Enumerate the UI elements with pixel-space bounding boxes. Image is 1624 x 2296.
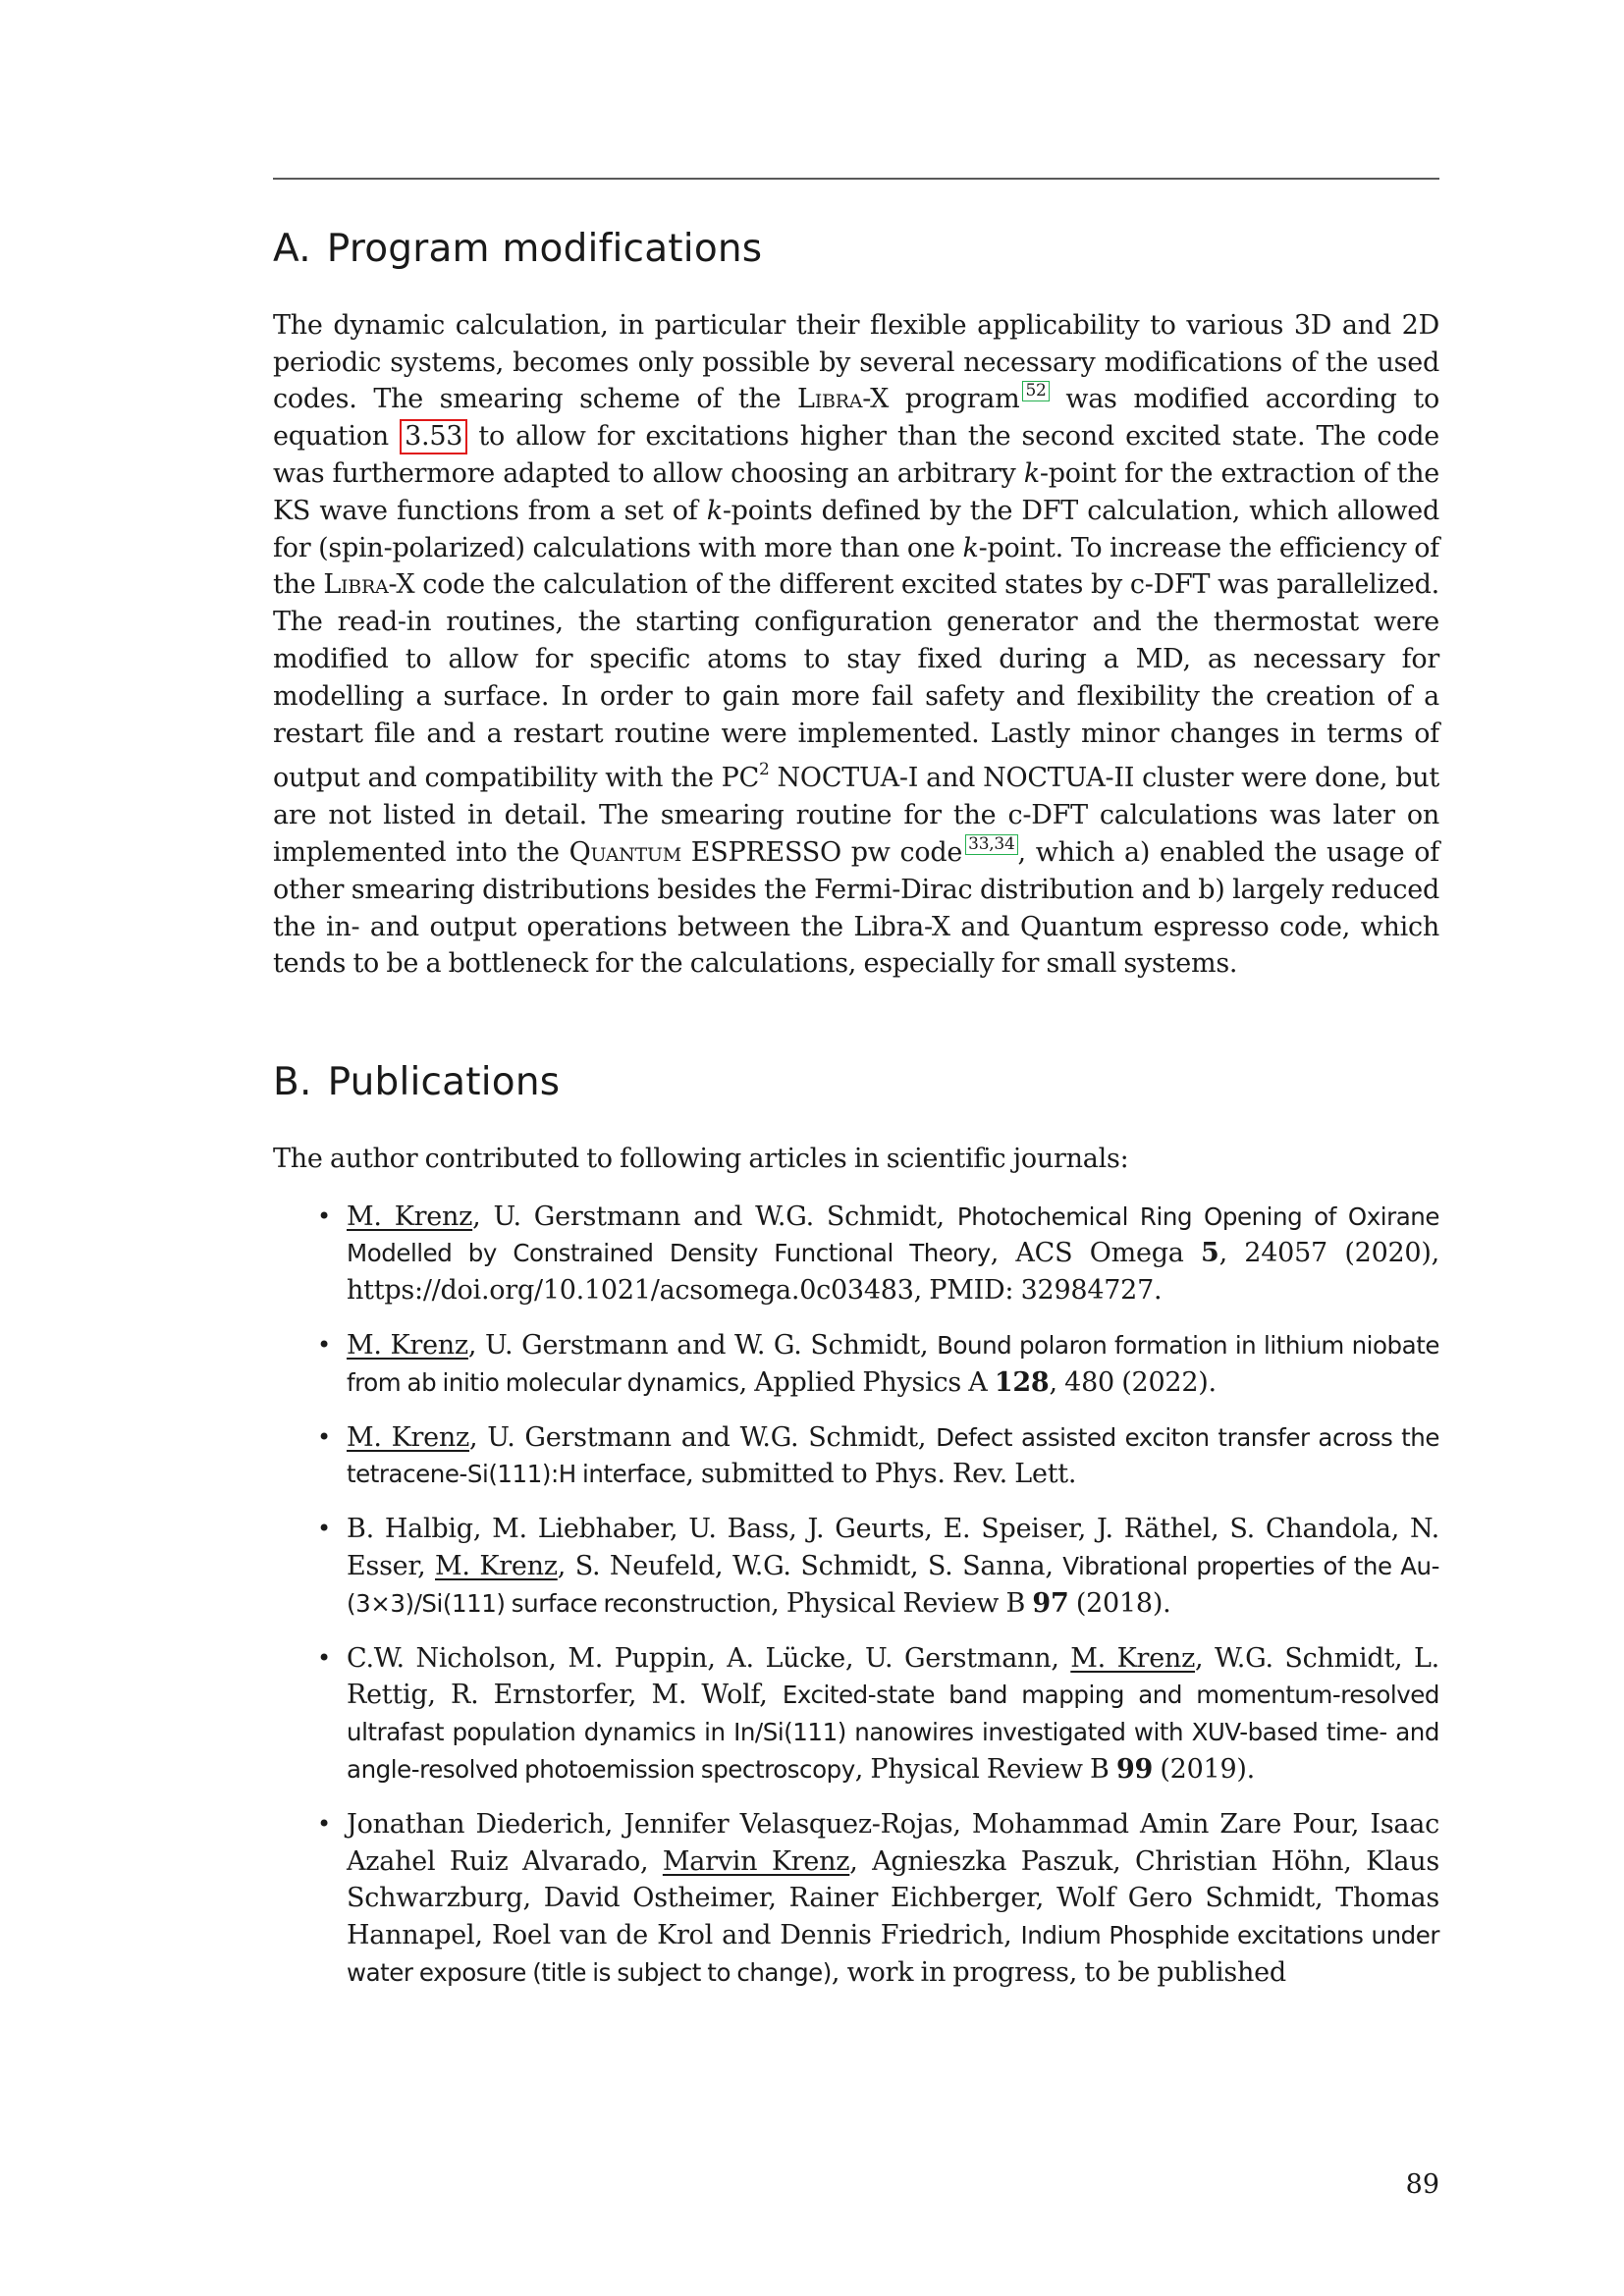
text-run: , Agnieszka Paszuk, Christian Höhn, Klaus Schwarzburg, David Ostheimer, Rainer Eichberger, Wolf Gero Schmidt, Thomas Hannapel, Roel van de Krol and Dennis Friedrich, (347, 1845, 1440, 1951)
text-run: , U. Gerstmann and W.G. Schmidt, (469, 1421, 937, 1453)
superscript: 2 (759, 760, 770, 780)
section-b-heading (273, 1059, 1439, 1107)
text-run: , W.G. Schmidt, L. Rettig, R. Ernstorfer, M. Wolf, (347, 1642, 1439, 1711)
text-run: , ACS Omega (990, 1238, 1202, 1269)
section-b-title: Publications (327, 1060, 561, 1105)
publication-item (347, 1419, 1439, 1494)
journal-volume: 97 (1032, 1587, 1069, 1619)
article-title: Photochemical Ring Opening of Oxirane Modelled by Constrained Density Functional Theory (347, 1201, 1440, 1268)
author-highlight: M. Krenz (1070, 1642, 1196, 1674)
publications-intro: The author contributed to following articles in scientific journals: (273, 1143, 1129, 1174)
text-run: B. Halbig, M. Liebhaber, U. Bass, J. Geurts, E. Speiser, J. Räthel, S. Chandola, N. Esser, (347, 1514, 1439, 1582)
header-rule (273, 178, 1439, 180)
article-title: Indium Phosphide excitations under water exposure (title is subject to change) (347, 1921, 1439, 1987)
math-symbol: k (1023, 457, 1040, 489)
text-run: , Applied Physics A (738, 1366, 995, 1398)
math-symbol: k (706, 495, 723, 526)
page-number: 89 (1405, 2169, 1439, 2200)
publication-item (347, 1511, 1439, 1622)
text-run: , U. Gerstmann and W. G. Schmidt, (467, 1330, 938, 1362)
text-run: , submitted to Phys. Rev. Lett. (685, 1459, 1077, 1490)
publication-item (347, 1640, 1439, 1789)
author-highlight: M. Krenz (347, 1330, 468, 1362)
section-a-title: Program modifications (326, 227, 763, 271)
text-run: NOCTUA-I and NOCTUA-II cluster were done, but are not listed in detail. The smearing routine for the c-DFT calculations was later on implemented into the (273, 763, 1440, 868)
text-run: , 480 (2022). (1049, 1366, 1217, 1398)
author-highlight: Marvin Krenz (662, 1845, 850, 1877)
text-run: C.W. Nicholson, M. Puppin, A. Lücke, U. Gerstmann, (347, 1642, 1071, 1674)
text-run: Jonathan Diederich, Jennifer Velasquez-Rojas, Mohammad Amin Zare Pour, Isaac Azahel Ruiz Alvarado, (347, 1808, 1439, 1877)
article-title: Excited-state band mapping and momentum-resolved ultrafast population dynamics in In/Si(111) nanowires investigated with XUV-based time- and angle-resolved photoemission spectroscopy (347, 1681, 1440, 1784)
text-run: , Physical Review B (854, 1754, 1116, 1785)
text-run: was modified according to equation (273, 384, 1439, 453)
text-run: The dynamic calculation, in particular their flexible applicability to various 3D and 2D periodic systems, becomes only possible by several necessary modifications of the used codes. The smearing scheme of the (273, 309, 1439, 415)
text-run: , S. Neufeld, W.G. Schmidt, S. Sanna, (557, 1551, 1063, 1582)
author-highlight: M. Krenz (347, 1201, 473, 1232)
section-a-paragraph (273, 307, 1439, 983)
journal-volume: 128 (994, 1366, 1050, 1398)
text-run: (2018). (1068, 1587, 1171, 1619)
text-run: -X code the calculation of the different excited states by c-DFT was parallelized. The read-in routines, the starting configuration generator and the thermostat were modified to allow for specific atoms to stay fixed during a MD, as necessary for modelling a surface. In order to gain more fail safety and flexibility the creation of a restart file and a restart routine were implemented. Lastly minor changes in terms of output and compatibility with the PC (273, 569, 1439, 794)
program-name: Libra (323, 569, 389, 601)
text-run: ESPRESSO pw code (680, 836, 963, 868)
math-symbol: k (962, 532, 979, 563)
text-run: , 24057 (2020), https://doi.org/10.1021/acsomega.0c03483, PMID: 32984727. (347, 1238, 1439, 1307)
text-run: -point. To increase the efficiency of the (273, 532, 1439, 601)
equation-link[interactable]: 3.53 (400, 419, 467, 454)
program-name: Libra (797, 384, 863, 415)
publication-item (347, 1199, 1439, 1309)
text-run: , U. Gerstmann and W.G. Schmidt, (472, 1201, 957, 1232)
text-run: , work in progress, to be published (831, 1956, 1286, 1988)
publication-list (273, 1199, 1439, 1992)
text-run: -point for the extraction of the KS wave functions from a set of (273, 457, 1440, 526)
author-highlight: M. Krenz (347, 1421, 470, 1453)
section-a-heading (273, 226, 1439, 274)
text-run: , which a) enabled the usage of other smearing distributions besides the Fermi-Dirac distribution and b) largely reduced the in- and output operations between the Libra-X and Quantum espresso code, which tends to be a bottleneck for the calculations, especially for small systems. (273, 836, 1439, 980)
citation-link[interactable]: 33,34 (965, 834, 1017, 855)
program-name: Quantum (568, 836, 681, 868)
journal-volume: 5 (1201, 1238, 1219, 1269)
section-b-number: B. (273, 1060, 312, 1105)
citation-link[interactable]: 52 (1022, 381, 1049, 401)
page-content (273, 216, 1439, 2009)
section-a-number: A. (273, 227, 311, 271)
text-run: , Physical Review B (771, 1587, 1033, 1619)
author-highlight: M. Krenz (435, 1551, 558, 1582)
article-title: Vibrational properties of the Au-(3×3)/Si(111) surface reconstruction (347, 1552, 1439, 1618)
journal-volume: 99 (1115, 1754, 1154, 1785)
text-run: (2019). (1153, 1754, 1255, 1785)
article-title: Bound polaron formation in lithium niobate from ab initio molecular dynamics (347, 1331, 1439, 1397)
publication-item (347, 1327, 1439, 1402)
text-run: -points defined by the DFT calculation, which allowed for (spin-polarized) calculations with more than one (273, 495, 1439, 563)
text-run: -X program (862, 384, 1020, 415)
article-title: Defect assisted exciton transfer across the tetracene-Si(111):H interface (347, 1422, 1439, 1489)
publication-item (347, 1806, 1439, 1992)
text-run: to allow for excitations higher than the second excited state. The code was furthermore adapted to allow choosing an arbitrary (273, 421, 1439, 489)
